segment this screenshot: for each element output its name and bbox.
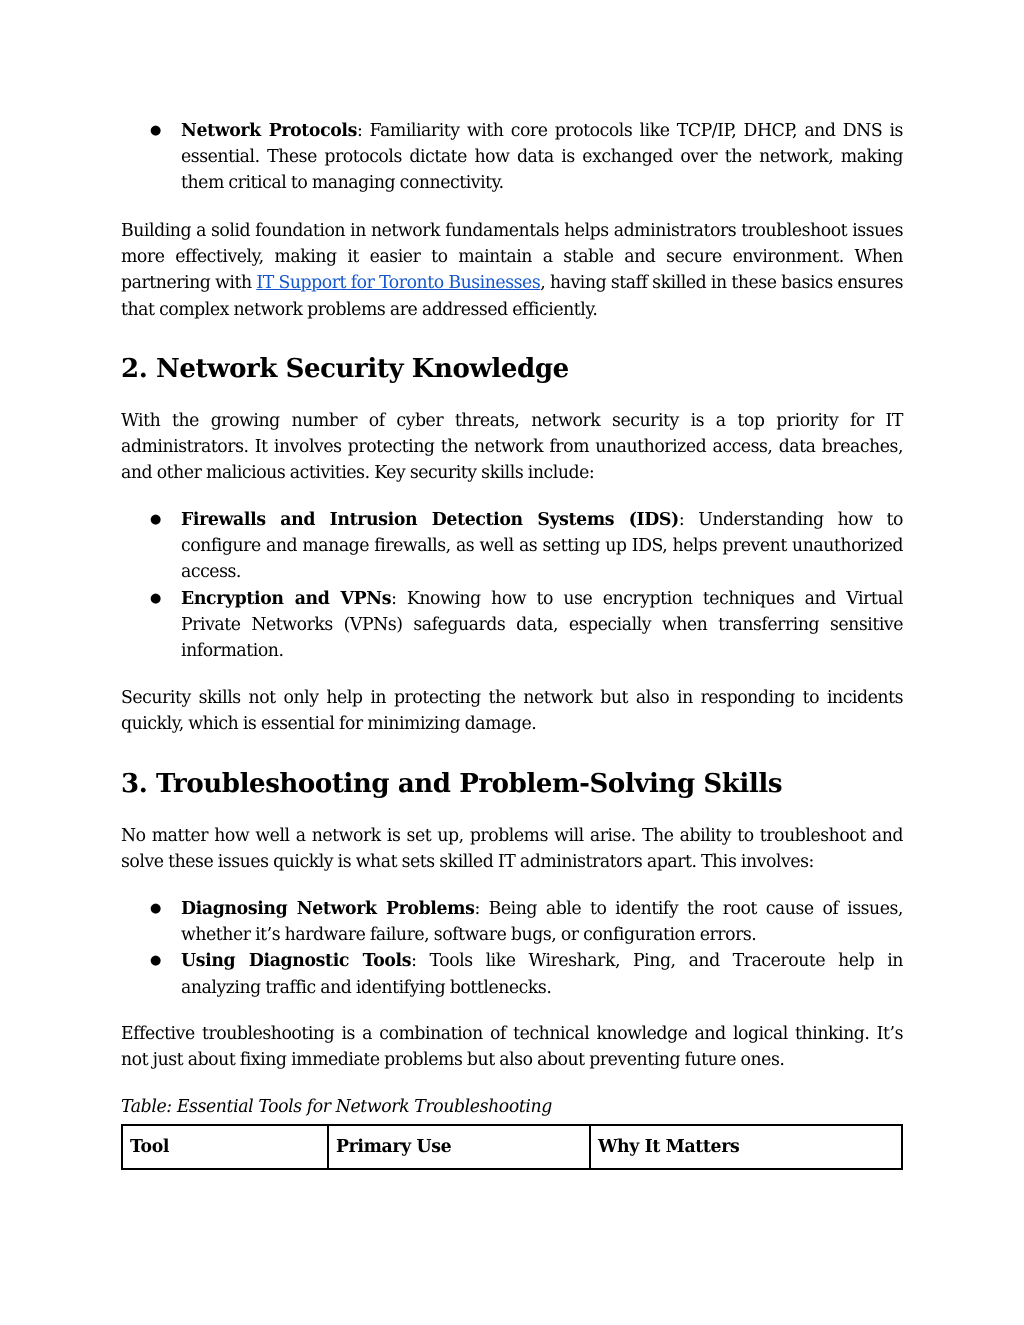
- bullet-text: : Understanding how to configure and manage firewalls, as well as setting up IDS, helps prevent unauthorized access.: [181, 510, 903, 583]
- section3-closing: Effective troubleshooting is a combination of technical knowledge and logical thinking. It’s not just about fixing immediate problems but also about preventing future ones.: [121, 1024, 903, 1071]
- bullet-text: : Knowing how to use encryption techniques and Virtual Private Networks (VPNs) safeguards data, especially when transferring sensitive information.: [181, 588, 903, 662]
- list-item: [121, 118, 903, 197]
- paragraph-text: Building a solid foundation in network fundamentals helps administrators troubleshoot issues more effectively, making it easier to maintain a stable and secure environment. When partnering with: [121, 221, 903, 294]
- section-heading-network-security: 2. Network Security Knowledge: [121, 354, 569, 384]
- bullet-icon: ●: [150, 123, 161, 138]
- section-heading-troubleshooting: 3. Troubleshooting and Problem-Solving Skills: [121, 769, 783, 799]
- bullet-icon: ●: [150, 953, 161, 969]
- bullet-text: : Tools like Wireshark, Ping, and Traceroute help in analyzing traffic and identifying bottlenecks.: [181, 951, 903, 998]
- it-support-link[interactable]: IT Support for Toronto Businesses: [256, 273, 541, 294]
- bullet-text: : Being able to identify the root cause of issues, whether it’s hardware failure, software bugs, or configuration errors.: [181, 899, 903, 946]
- column-header-tool: Tool: [122, 1125, 328, 1169]
- section2-bullet-list: [121, 507, 903, 664]
- bullet-term: Network Protocols: [181, 121, 358, 141]
- bullet-term: Diagnosing Network Problems: [181, 899, 475, 919]
- bullet-icon: ●: [150, 512, 161, 527]
- bullet-term: Encryption and VPNs: [181, 588, 392, 609]
- bullet-icon: ●: [150, 590, 161, 606]
- table-caption: Table: Essential Tools for Network Troubleshooting: [121, 1097, 552, 1117]
- tools-table: [121, 1124, 903, 1170]
- bullet-text: : Familiarity with core protocols like TCP/IP, DHCP, and DNS is essential. These protocols dictate how data is exchanged over the network, making them critical to managing connectivity.: [181, 121, 903, 194]
- section2-closing: Security skills not only help in protecting the network but also in responding to incidents quickly, which is essential for minimizing damage.: [121, 688, 903, 735]
- bullet-term: Using Diagnostic Tools: [181, 951, 412, 972]
- section2-paragraph: With the growing number of cyber threats, network security is a top priority for IT administrators. It involves protecting the network from unauthorized access, data breaches, and other malicious activities. Key security skills include:: [121, 411, 903, 484]
- paragraph-text: , having staff skilled in these basics ensures that complex network problems are addressed efficiently.: [121, 273, 903, 320]
- table-header-row: [122, 1125, 902, 1169]
- bullet-term: Firewalls and Intrusion Detection Systems (IDS): [181, 510, 679, 530]
- column-header-why-it-matters: Why It Matters: [590, 1125, 902, 1169]
- intro-bullet-list: [121, 118, 903, 197]
- bullet-icon: ●: [150, 901, 161, 916]
- section3-paragraph: No matter how well a network is set up, problems will arise. The ability to troubleshoot and solve these issues quickly is what sets skilled IT administrators apart. This involves:: [121, 826, 903, 873]
- intro-paragraph: [121, 218, 903, 323]
- list-item: [121, 896, 903, 948]
- list-item: [121, 586, 903, 665]
- section3-bullet-list: [121, 896, 903, 1001]
- list-item: [121, 507, 903, 586]
- list-item: [121, 948, 903, 1000]
- column-header-primary-use: Primary Use: [328, 1125, 590, 1169]
